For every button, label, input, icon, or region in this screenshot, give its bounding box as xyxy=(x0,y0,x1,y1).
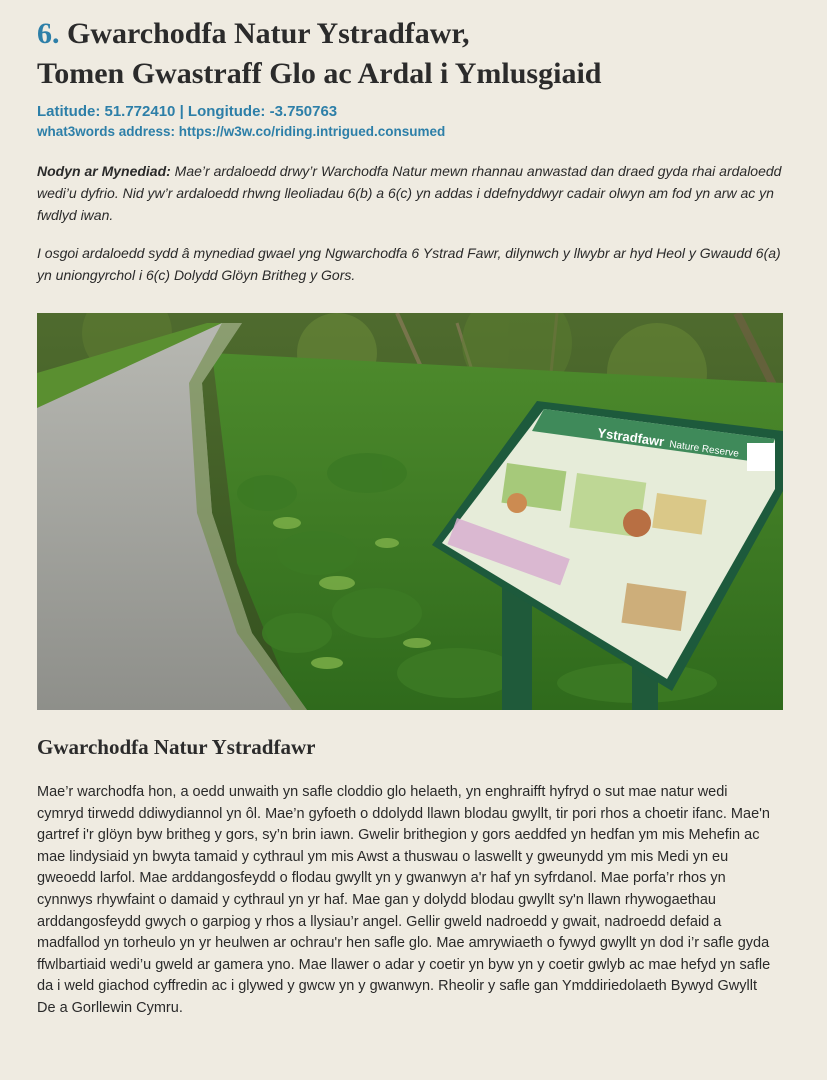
sign-subtitle: Nature Reserve xyxy=(668,439,740,460)
reserve-photo xyxy=(37,313,783,710)
access-note xyxy=(37,160,787,226)
section-heading: Gwarchodfa Natur Ystradfawr xyxy=(37,735,316,759)
coordinates: Latitude: 51.772410 | Longitude: -3.750763 xyxy=(37,103,338,120)
section-number: 6. xyxy=(37,17,60,50)
page-title xyxy=(37,14,787,94)
title-line-2: Tomen Gwastraff Glo ac Ardal i Ymlusgiaid xyxy=(37,57,602,90)
page-header xyxy=(37,14,787,286)
sign-title: Ystradfawr xyxy=(596,425,666,450)
title-line-1: Gwarchodfa Natur Ystradfawr, xyxy=(67,17,470,50)
section-body: Mae’r warchodfa hon, a oedd unwaith yn safle cloddio glo helaeth, yn enghraifft hyfryd o sut mae natur wedi cymryd tirwedd ddiwydiannol yn ôl. Mae’n gyfoeth o ddolydd llawn blodau gwyllt, tir pori rhos a choetir ifanc. Mae'n gartref i'r glöyn byw britheg y gors, sy’n brin iawn. Gwelir brithegion y gors aeddfed yn hedfan ym mis Mehefin ac mae lindysiaid yn bwyta tamaid y cythraul ym mis Awst a thuswau o laswellt y gweunydd ym mis Medi yn eu gweoedd larfol. Mae arddangosfeydd o flodau gwyllt yn y gwanwyn a'r haf yn syfrdanol. Mae porfa’r rhos yn cynnwys rhywfaint o damaid y cythraul yn yr haf. Mae gan y dolydd blodau gwyllt sy'n llawn rhywogaethau arddangosfeydd gwych o garpiog y rhos a llysiau’r angel. Gellir gweld nadroedd y gwait, nadroedd defaid a madfallod yn torheulo yn yr heulwen ar ochrau'r hen safle glo. Mae amrywiaeth o fywyd gwyllt yn dod i’r safle gyda ffwlbartiaid wedi’u gweld ar gamera yno. Mae llawer o adar y coetir yn byw yn y coetir gwlyb ac mae hefyd yn safle da i weld giachod cyffredin ac i glywed y gwcw yn y gwanwyn. Rheolir y safle gan Ymddiriedolaeth Bywyd Gwyllt De a Gorllewin Cymru. xyxy=(37,784,771,1016)
access-note-text: Mae’r ardaloedd drwy’r Warchodfa Natur mewn rhannau anwastad dan draed gyda rhai ardaloedd wedi’u dyfrio. Nid yw’r ardaloedd rhwng lleoliadau 6(b) a 6(c) yn addas i ddefnyddwyr cadair olwyn am fod yn arw ac yn fwdlyd iwan. xyxy=(37,163,782,223)
access-note-label: Nodyn ar Mynediad: xyxy=(37,163,171,179)
what3words-link[interactable]: what3words address: https://w3w.co/riding.intrigued.consumed xyxy=(37,124,446,139)
logo-icon xyxy=(747,443,775,471)
photo-illustration xyxy=(37,313,783,710)
avoid-note: I osgoi ardaloedd sydd â mynediad gwael yng Ngwarchodfa 6 Ystrad Fawr, dilynwch y llwybr ar hyd Heol y Gwaudd 6(a) yn uniongyrchol i 6(c) Dolydd Glöyn Britheg y Gors. xyxy=(37,245,781,283)
